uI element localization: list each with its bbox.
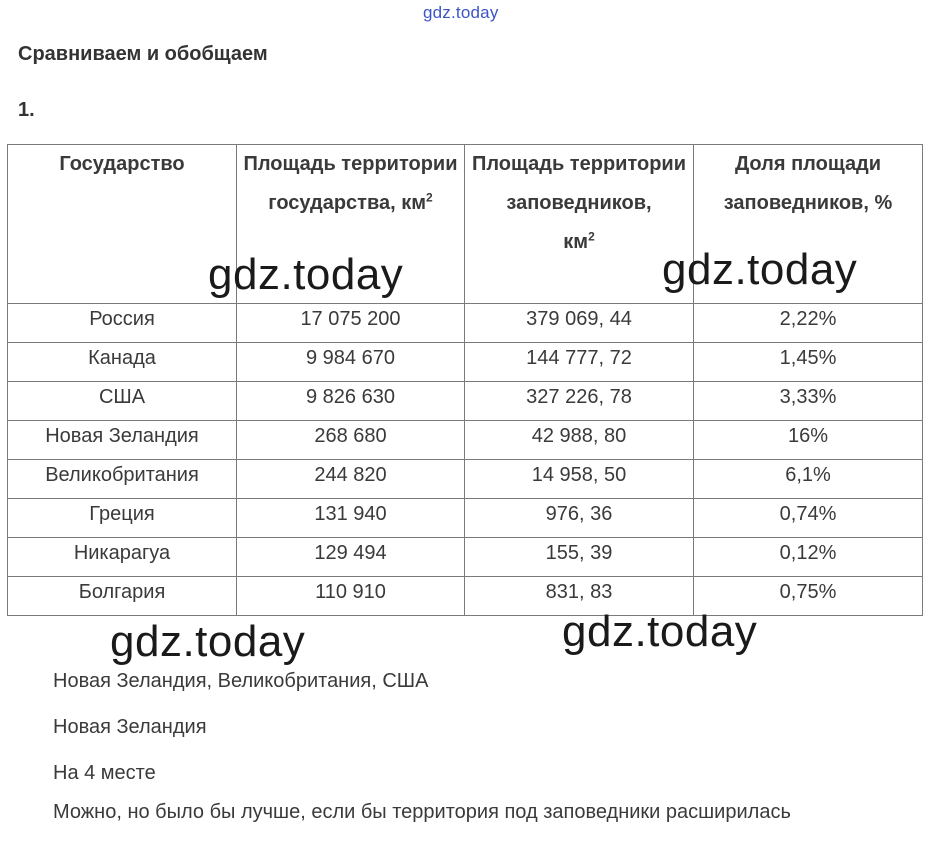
reserves-table [7,144,923,616]
answer-line-2: Новая Зеландия [53,716,207,738]
table-row [8,538,923,577]
cell-country: Россия [8,304,237,343]
cell-area: 9 984 670 [237,343,465,382]
cell-reserve: 14 958, 50 [465,460,694,499]
cell-reserve: 144 777, 72 [465,343,694,382]
cell-country: Новая Зеландия [8,421,237,460]
cell-reserve: 155, 39 [465,538,694,577]
cell-country: Великобритания [8,460,237,499]
cell-country: Никарагуа [8,538,237,577]
cell-area: 17 075 200 [237,304,465,343]
cell-reserve: 327 226, 78 [465,382,694,421]
watermark: gdz.today [562,607,758,656]
table-header-row [8,145,923,304]
cell-share: 3,33% [694,382,923,421]
cell-country: Болгария [8,577,237,616]
answer-line-1: Новая Зеландия, Великобритания, США [53,670,429,692]
table-row [8,304,923,343]
cell-share: 6,1% [694,460,923,499]
cell-reserve: 976, 36 [465,499,694,538]
cell-share: 0,75% [694,577,923,616]
header-reserve-share: Доля площади заповедников, % [694,145,923,304]
table-row [8,460,923,499]
cell-share: 0,12% [694,538,923,577]
watermark: gdz.today [662,245,858,294]
task-number: 1. [18,99,35,121]
cell-reserve: 831, 83 [465,577,694,616]
cell-reserve: 379 069, 44 [465,304,694,343]
table-row [8,343,923,382]
cell-share: 2,22% [694,304,923,343]
cell-area: 244 820 [237,460,465,499]
table-row [8,421,923,460]
cell-reserve: 42 988, 80 [465,421,694,460]
cell-share: 1,45% [694,343,923,382]
table-row [8,499,923,538]
watermark: gdz.today [110,617,306,666]
cell-country: США [8,382,237,421]
cell-country: Канада [8,343,237,382]
table-row [8,382,923,421]
cell-area: 268 680 [237,421,465,460]
cell-share: 16% [694,421,923,460]
header-country: Государство [8,145,237,304]
cell-area: 129 494 [237,538,465,577]
header-state-area: Площадь территории государства, $км^2$ [237,145,465,304]
header-reserve-area: Площадь территории заповедников, $км^2$ [465,145,694,304]
section-heading: Сравниваем и обобщаем [18,43,268,65]
answer-line-4: Можно, но было бы лучше, если бы территория под заповедники расширилась [53,801,791,823]
watermark: gdz.today [208,250,404,299]
cell-area: 9 826 630 [237,382,465,421]
top-watermark: gdz.today [423,3,499,22]
answer-line-3: На 4 месте [53,762,156,784]
cell-area: 110 910 [237,577,465,616]
cell-area: 131 940 [237,499,465,538]
cell-country: Греция [8,499,237,538]
table-row [8,577,923,616]
cell-share: 0,74% [694,499,923,538]
